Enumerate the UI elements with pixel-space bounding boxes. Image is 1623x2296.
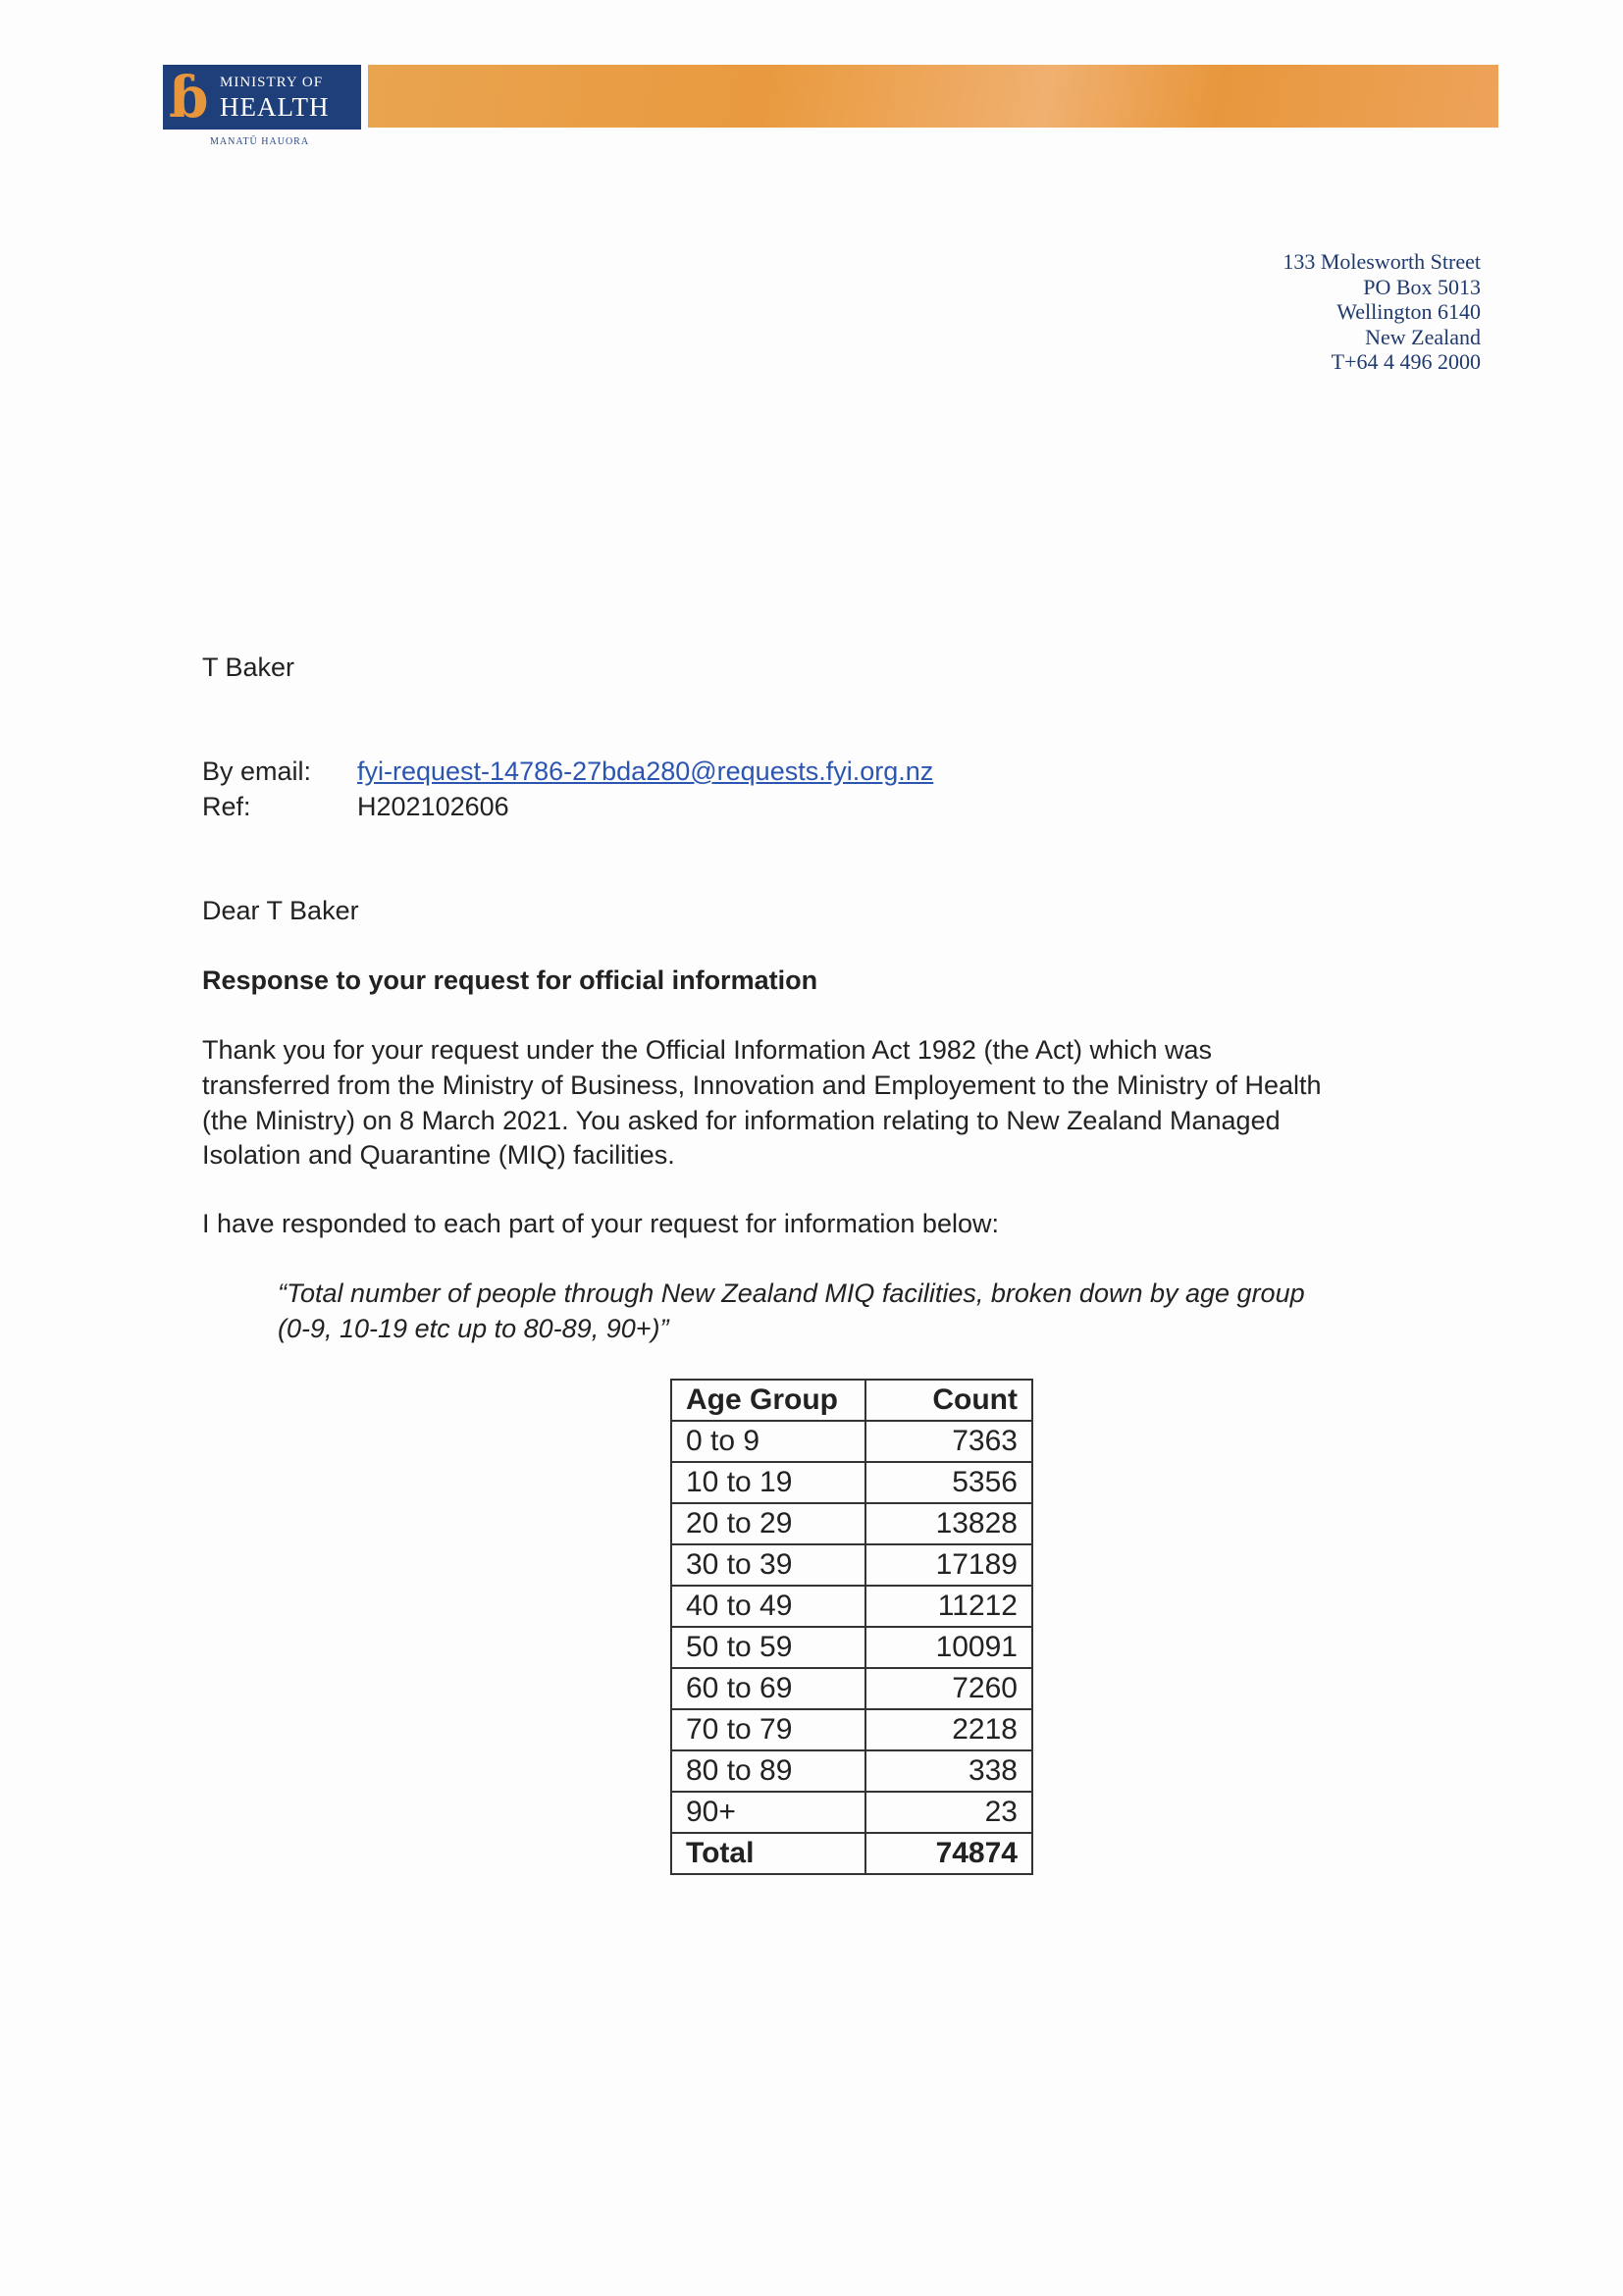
- logo-text-line2: HEALTH: [220, 92, 330, 122]
- paragraph-line: transferred from the Ministry of Business, Innovation and Employement to the Ministry of Health: [202, 1070, 1322, 1100]
- logo-text-line1: MINISTRY OF: [220, 75, 324, 90]
- address-line: PO Box 5013: [1363, 274, 1481, 299]
- total-value: 74874: [865, 1833, 1032, 1874]
- table-total-row: [671, 1833, 1032, 1874]
- count-cell: 2218: [865, 1709, 1032, 1750]
- address-line: Wellington 6140: [1336, 299, 1481, 324]
- table-row: [671, 1627, 1032, 1668]
- age-group-cell: 0 to 9: [671, 1421, 865, 1462]
- ministry-logo: [163, 65, 361, 130]
- address-line: New Zealand: [1365, 324, 1481, 349]
- address-block: [1283, 249, 1481, 375]
- table-row: [671, 1709, 1032, 1750]
- paragraph-intro: I have responded to each part of your request for information below:: [202, 1209, 999, 1238]
- request-quote-line: (0-9, 10-19 etc up to 80-89, 90+)”: [278, 1314, 669, 1343]
- table-row: [671, 1462, 1032, 1503]
- count-cell: 7260: [865, 1668, 1032, 1709]
- age-group-cell: 60 to 69: [671, 1668, 865, 1709]
- table-row: [671, 1792, 1032, 1833]
- table-row: [671, 1503, 1032, 1544]
- recipient-name: T Baker: [202, 652, 295, 682]
- address-line: 133 Molesworth Street: [1283, 249, 1481, 274]
- paragraph-line: Isolation and Quarantine (MIQ) facilities.: [202, 1140, 675, 1170]
- table-row: [671, 1544, 1032, 1586]
- salutation: Dear T Baker: [202, 896, 359, 925]
- logo-koru-icon: ɓ: [169, 64, 209, 130]
- count-cell: 17189: [865, 1544, 1032, 1586]
- table-row: [671, 1421, 1032, 1462]
- age-group-cell: 40 to 49: [671, 1586, 865, 1627]
- email-link[interactable]: fyi-request-14786-27bda280@requests.fyi.org.nz: [357, 757, 934, 786]
- table-header-row: [671, 1380, 1032, 1421]
- header-count: Count: [865, 1380, 1032, 1421]
- age-group-cell: 10 to 19: [671, 1462, 865, 1503]
- count-cell: 11212: [865, 1586, 1032, 1627]
- phone-line: T+64 4 496 2000: [1331, 349, 1481, 374]
- table-row: [671, 1586, 1032, 1627]
- age-group-cell: 90+: [671, 1792, 865, 1833]
- letterhead-banner: [368, 65, 1498, 128]
- count-cell: 23: [865, 1792, 1032, 1833]
- header-age-group: Age Group: [671, 1380, 865, 1421]
- ref-label: Ref:: [202, 792, 251, 821]
- table-row: [671, 1750, 1032, 1792]
- count-cell: 338: [865, 1750, 1032, 1792]
- ref-value: H202102606: [357, 792, 509, 821]
- count-cell: 13828: [865, 1503, 1032, 1544]
- age-group-cell: 50 to 59: [671, 1627, 865, 1668]
- paragraph-line: (the Ministry) on 8 March 2021. You asked for information relating to New Zealand Managed: [202, 1106, 1281, 1135]
- age-group-table: [670, 1379, 1033, 1875]
- count-cell: 7363: [865, 1421, 1032, 1462]
- age-group-cell: 30 to 39: [671, 1544, 865, 1586]
- table-row: [671, 1668, 1032, 1709]
- total-label: Total: [671, 1833, 865, 1874]
- letter-heading: Response to your request for official information: [202, 965, 818, 995]
- age-group-cell: 80 to 89: [671, 1750, 865, 1792]
- by-email-label: By email:: [202, 757, 312, 786]
- age-group-cell: 70 to 79: [671, 1709, 865, 1750]
- count-cell: 5356: [865, 1462, 1032, 1503]
- age-group-cell: 20 to 29: [671, 1503, 865, 1544]
- count-cell: 10091: [865, 1627, 1032, 1668]
- logo-maori-name: MANATŪ HAUORA: [210, 136, 310, 147]
- paragraph-line: Thank you for your request under the Official Information Act 1982 (the Act) which was: [202, 1035, 1213, 1065]
- request-quote-line: “Total number of people through New Zealand MIQ facilities, broken down by age group: [278, 1278, 1305, 1308]
